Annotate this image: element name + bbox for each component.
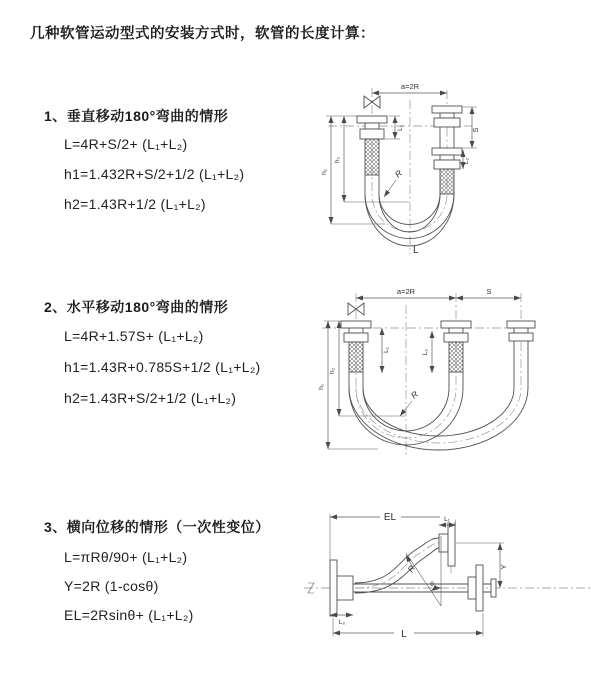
section-1-formula-h2: h2=1.43R+1/2 (L₁+L₂) xyxy=(64,196,206,212)
section-3-formula-y: Y=2R (1-cosθ) xyxy=(64,578,159,594)
label-r: R xyxy=(392,167,404,180)
middle-fitting xyxy=(441,321,471,372)
dim-s xyxy=(463,107,480,148)
dim-s xyxy=(456,287,521,298)
left-fitting xyxy=(341,321,371,372)
left-fitting xyxy=(357,116,387,175)
upper-flange xyxy=(439,520,455,566)
label-a2r: a=2R xyxy=(396,287,416,296)
label-s: S xyxy=(486,287,492,296)
section-2-formula-h2: h2=1.43R+S/2+1/2 (L₁+L₂) xyxy=(64,390,237,406)
label-l2: L₂ xyxy=(463,157,470,165)
section-2-formula-l: L=4R+1.57S+ (L₁+L₂) xyxy=(64,328,204,344)
hose-body xyxy=(349,341,528,450)
right-fitting-displaced xyxy=(507,321,535,341)
section-2-heading: 2、水平移动180°弯曲的情形 xyxy=(44,299,229,315)
label-theta: θ xyxy=(430,581,434,588)
label-h2: h₂ xyxy=(329,367,336,375)
dim-l2 xyxy=(422,331,432,373)
dim-l2 xyxy=(330,615,353,626)
left-flange xyxy=(330,560,353,616)
dim-a2r xyxy=(356,287,456,298)
braid-section xyxy=(365,139,379,175)
page-title: 几种软管运动型式的安装方式时，软管的长度计算： xyxy=(30,26,375,42)
label-l2: L₂ xyxy=(338,619,346,626)
label-l2: L₂ xyxy=(422,348,429,356)
label-r: R xyxy=(408,388,420,401)
section-3-heading: 3、横向位移的情形（一次性变位） xyxy=(44,519,270,535)
braid-section xyxy=(349,342,363,372)
section-3-formula-el: EL=2Rsinθ+ (L₁+L₂) xyxy=(64,607,194,623)
label-a2r: a=2R xyxy=(400,82,420,91)
section-3-formula-l: L=πRθ/90+ (L₁+L₂) xyxy=(64,549,188,565)
label-el: EL xyxy=(383,512,397,523)
radius-callout xyxy=(400,389,420,416)
dim-l xyxy=(333,613,483,640)
diagram-lateral-displacement xyxy=(298,503,598,653)
label-y: Y xyxy=(499,564,508,570)
section-1-formula-l: L=4R+S/2+ (L₁+L₂) xyxy=(64,136,188,152)
label-h2: h₂ xyxy=(334,156,341,164)
dim-l1 xyxy=(382,328,390,373)
dim-a2r xyxy=(372,82,447,93)
label-l-total: L xyxy=(413,245,419,256)
diagram-horizontal-180-bend xyxy=(308,283,593,458)
dim-l2 xyxy=(463,150,470,169)
right-fitting-lower xyxy=(432,148,462,194)
diagram-vertical-180-bend xyxy=(310,76,550,256)
section-2-formula-h1: h1=1.43R+0.785S+1/2 (L₁+L₂) xyxy=(64,359,261,375)
label-h1: h₁ xyxy=(318,384,325,390)
label-l1: L₁ xyxy=(397,125,404,131)
label-h1: h₁ xyxy=(321,169,328,175)
hose-s-curve xyxy=(355,538,439,593)
right-flange xyxy=(468,565,483,611)
section-1-formula-h1: h1=1.432R+S/2+1/2 (L₁+L₂) xyxy=(64,166,245,182)
section-1-heading: 1、垂直移动180°弯曲的情形 xyxy=(44,108,229,124)
label-l1: L₁ xyxy=(444,516,450,523)
label-s: S xyxy=(471,127,480,133)
braid-section xyxy=(440,169,454,194)
label-r: R xyxy=(405,563,418,575)
label-l1: L₁ xyxy=(383,347,390,353)
braid-section xyxy=(449,342,463,372)
right-fitting-upper xyxy=(432,106,462,148)
label-l-total: L xyxy=(401,629,407,640)
radius-callout xyxy=(384,168,404,197)
dim-el xyxy=(330,512,453,560)
